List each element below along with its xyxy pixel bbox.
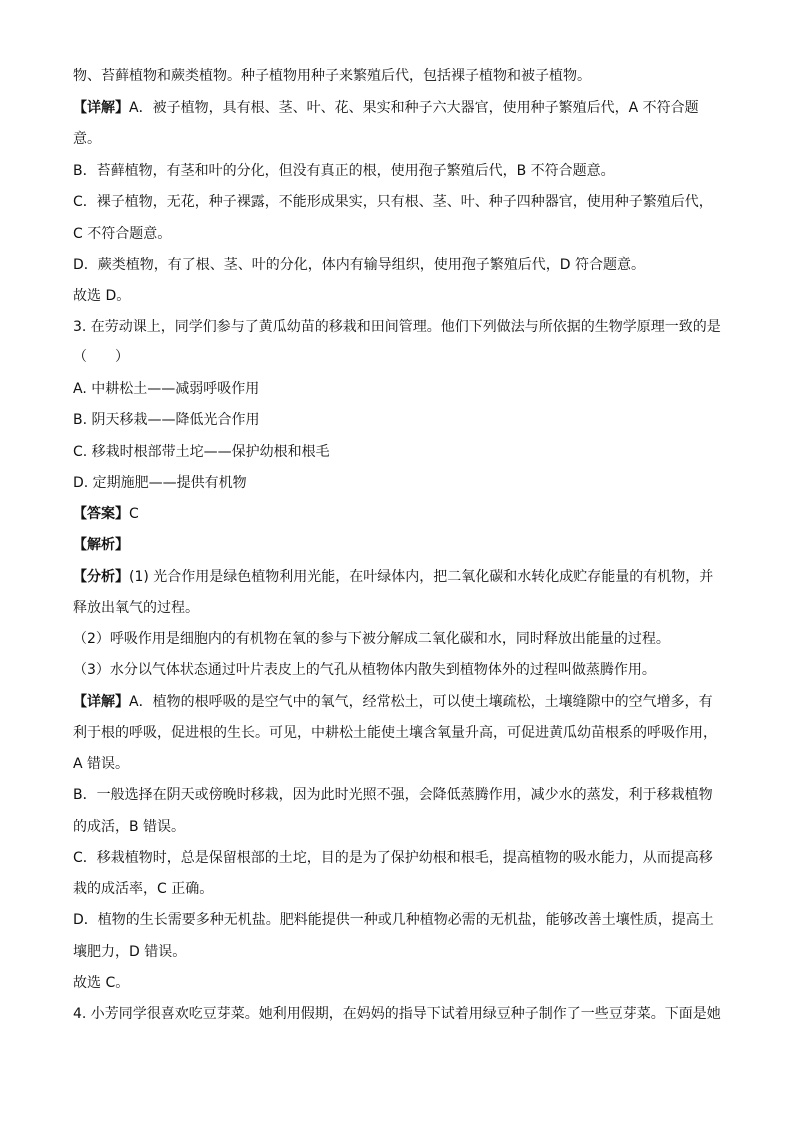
q3-detail-a	[73, 694, 723, 710]
q3-detail-a-cont2: A 错误。	[73, 756, 130, 772]
q3-stem-bracket: （ ）	[73, 349, 129, 365]
q2-detail-a-cont: 意。	[73, 131, 101, 147]
q3-stem: 3. 在劳动课上，同学们参与了黄瓜幼苗的移栽和田间管理。他们下列做法与所依据的生物学原理一致的是	[73, 319, 721, 335]
q2-detail-c-cont: C 不符合题意。	[73, 226, 172, 242]
detail-tag: 【详解】	[73, 100, 129, 116]
q3-detail-d: D．植物的生长需要多种无机盐。肥料能提供一种或几种植物必需的无机盐，能够改善土壤性质，提高土	[73, 912, 714, 928]
q3-option-c: C. 移栽时根部带土坨——保护幼根和根毛	[73, 444, 330, 460]
q3-analysis-tag	[73, 537, 723, 553]
q3-detail-c: C．移栽植物时，总是保留根部的土坨，目的是为了保护幼根和根毛，提高植物的吸水能力，从而提高移	[73, 850, 713, 866]
detail-tag: 【详解】	[73, 694, 129, 710]
q3-detail-c-cont: 栽的成活率，C 正确。	[73, 881, 214, 897]
q2-detail-c: C．裸子植物，无花，种子裸露，不能形成果实，只有根、茎、叶、种子四种器官，使用种子繁殖后代，	[73, 194, 713, 210]
q4-stem: 4. 小芳同学很喜欢吃豆芽菜。她利用假期，在妈妈的指导下试着用绿豆种子制作了一些豆芽菜。下面是她	[73, 1006, 721, 1022]
q3-fenxi-1-cont: 释放出氧气的过程。	[73, 600, 199, 616]
q3-detail-b: B．一般选择在阴天或傍晚时移栽，因为此时光照不强，会降低蒸腾作用，减少水的蒸发，利于移栽植物	[73, 787, 713, 803]
intro-text: 物、苔藓植物和蕨类植物。种子植物用种子来繁殖后代，包括裸子植物和被子植物。	[73, 68, 591, 84]
q2-detail-b: B．苔藓植物，有茎和叶的分化，但没有真正的根，使用孢子繁殖后代，B 不符合题意。	[73, 163, 615, 179]
q2-detail-d: D．蕨类植物，有了根、茎、叶的分化，体内有输导组织，使用孢子繁殖后代，D 符合题意。	[73, 257, 646, 273]
q3-detail-a-text: A．植物的根呼吸的是空气中的氧气，经常松土，可以使土壤疏松，土壤缝隙中的空气增多，有	[129, 694, 713, 710]
q3-option-a: A. 中耕松土——减弱呼吸作用	[73, 381, 260, 397]
q3-option-b: B. 阴天移栽——降低光合作用	[73, 412, 260, 428]
q2-conclusion: 故选 D。	[73, 288, 131, 304]
q3-detail-d-cont: 壤肥力，D 错误。	[73, 944, 187, 960]
q3-detail-a-cont: 利于根的呼吸，促进根的生长。可见，中耕松土能使土壤含氧量升高，可促进黄瓜幼苗根系的呼吸作用，	[73, 725, 717, 741]
q3-fenxi-3: （3）水分以气体状态通过叶片表皮上的气孔从植物体内散失到植物体外的过程叫做蒸腾作用。	[73, 662, 656, 678]
q3-option-d: D. 定期施肥——提供有机物	[73, 475, 247, 491]
q2-detail-a	[73, 100, 723, 116]
q3-answer	[73, 506, 723, 522]
answer-tag: 【答案】	[73, 506, 129, 522]
q3-detail-b-cont: 的成活，B 错误。	[73, 819, 186, 835]
q2-detail-a-text: A．被子植物，具有根、茎、叶、花、果实和种子六大器官，使用种子繁殖后代，A 不符合题	[129, 100, 699, 116]
fenxi-tag: 【分析】	[73, 569, 129, 585]
q3-conclusion: 故选 C。	[73, 975, 130, 991]
fenxi-1-text: (1) 光合作用是绿色植物利用光能，在叶绿体内，把二氧化碳和水转化成贮存能量的有机物，并	[129, 569, 714, 585]
answer-value: C	[129, 506, 139, 522]
q3-fenxi-2: （2）呼吸作用是细胞内的有机物在氧的参与下被分解成二氧化碳和水，同时释放出能量的过程。	[73, 631, 670, 647]
analysis-tag: 【解析】	[73, 537, 129, 553]
q3-fenxi-1	[73, 569, 723, 585]
